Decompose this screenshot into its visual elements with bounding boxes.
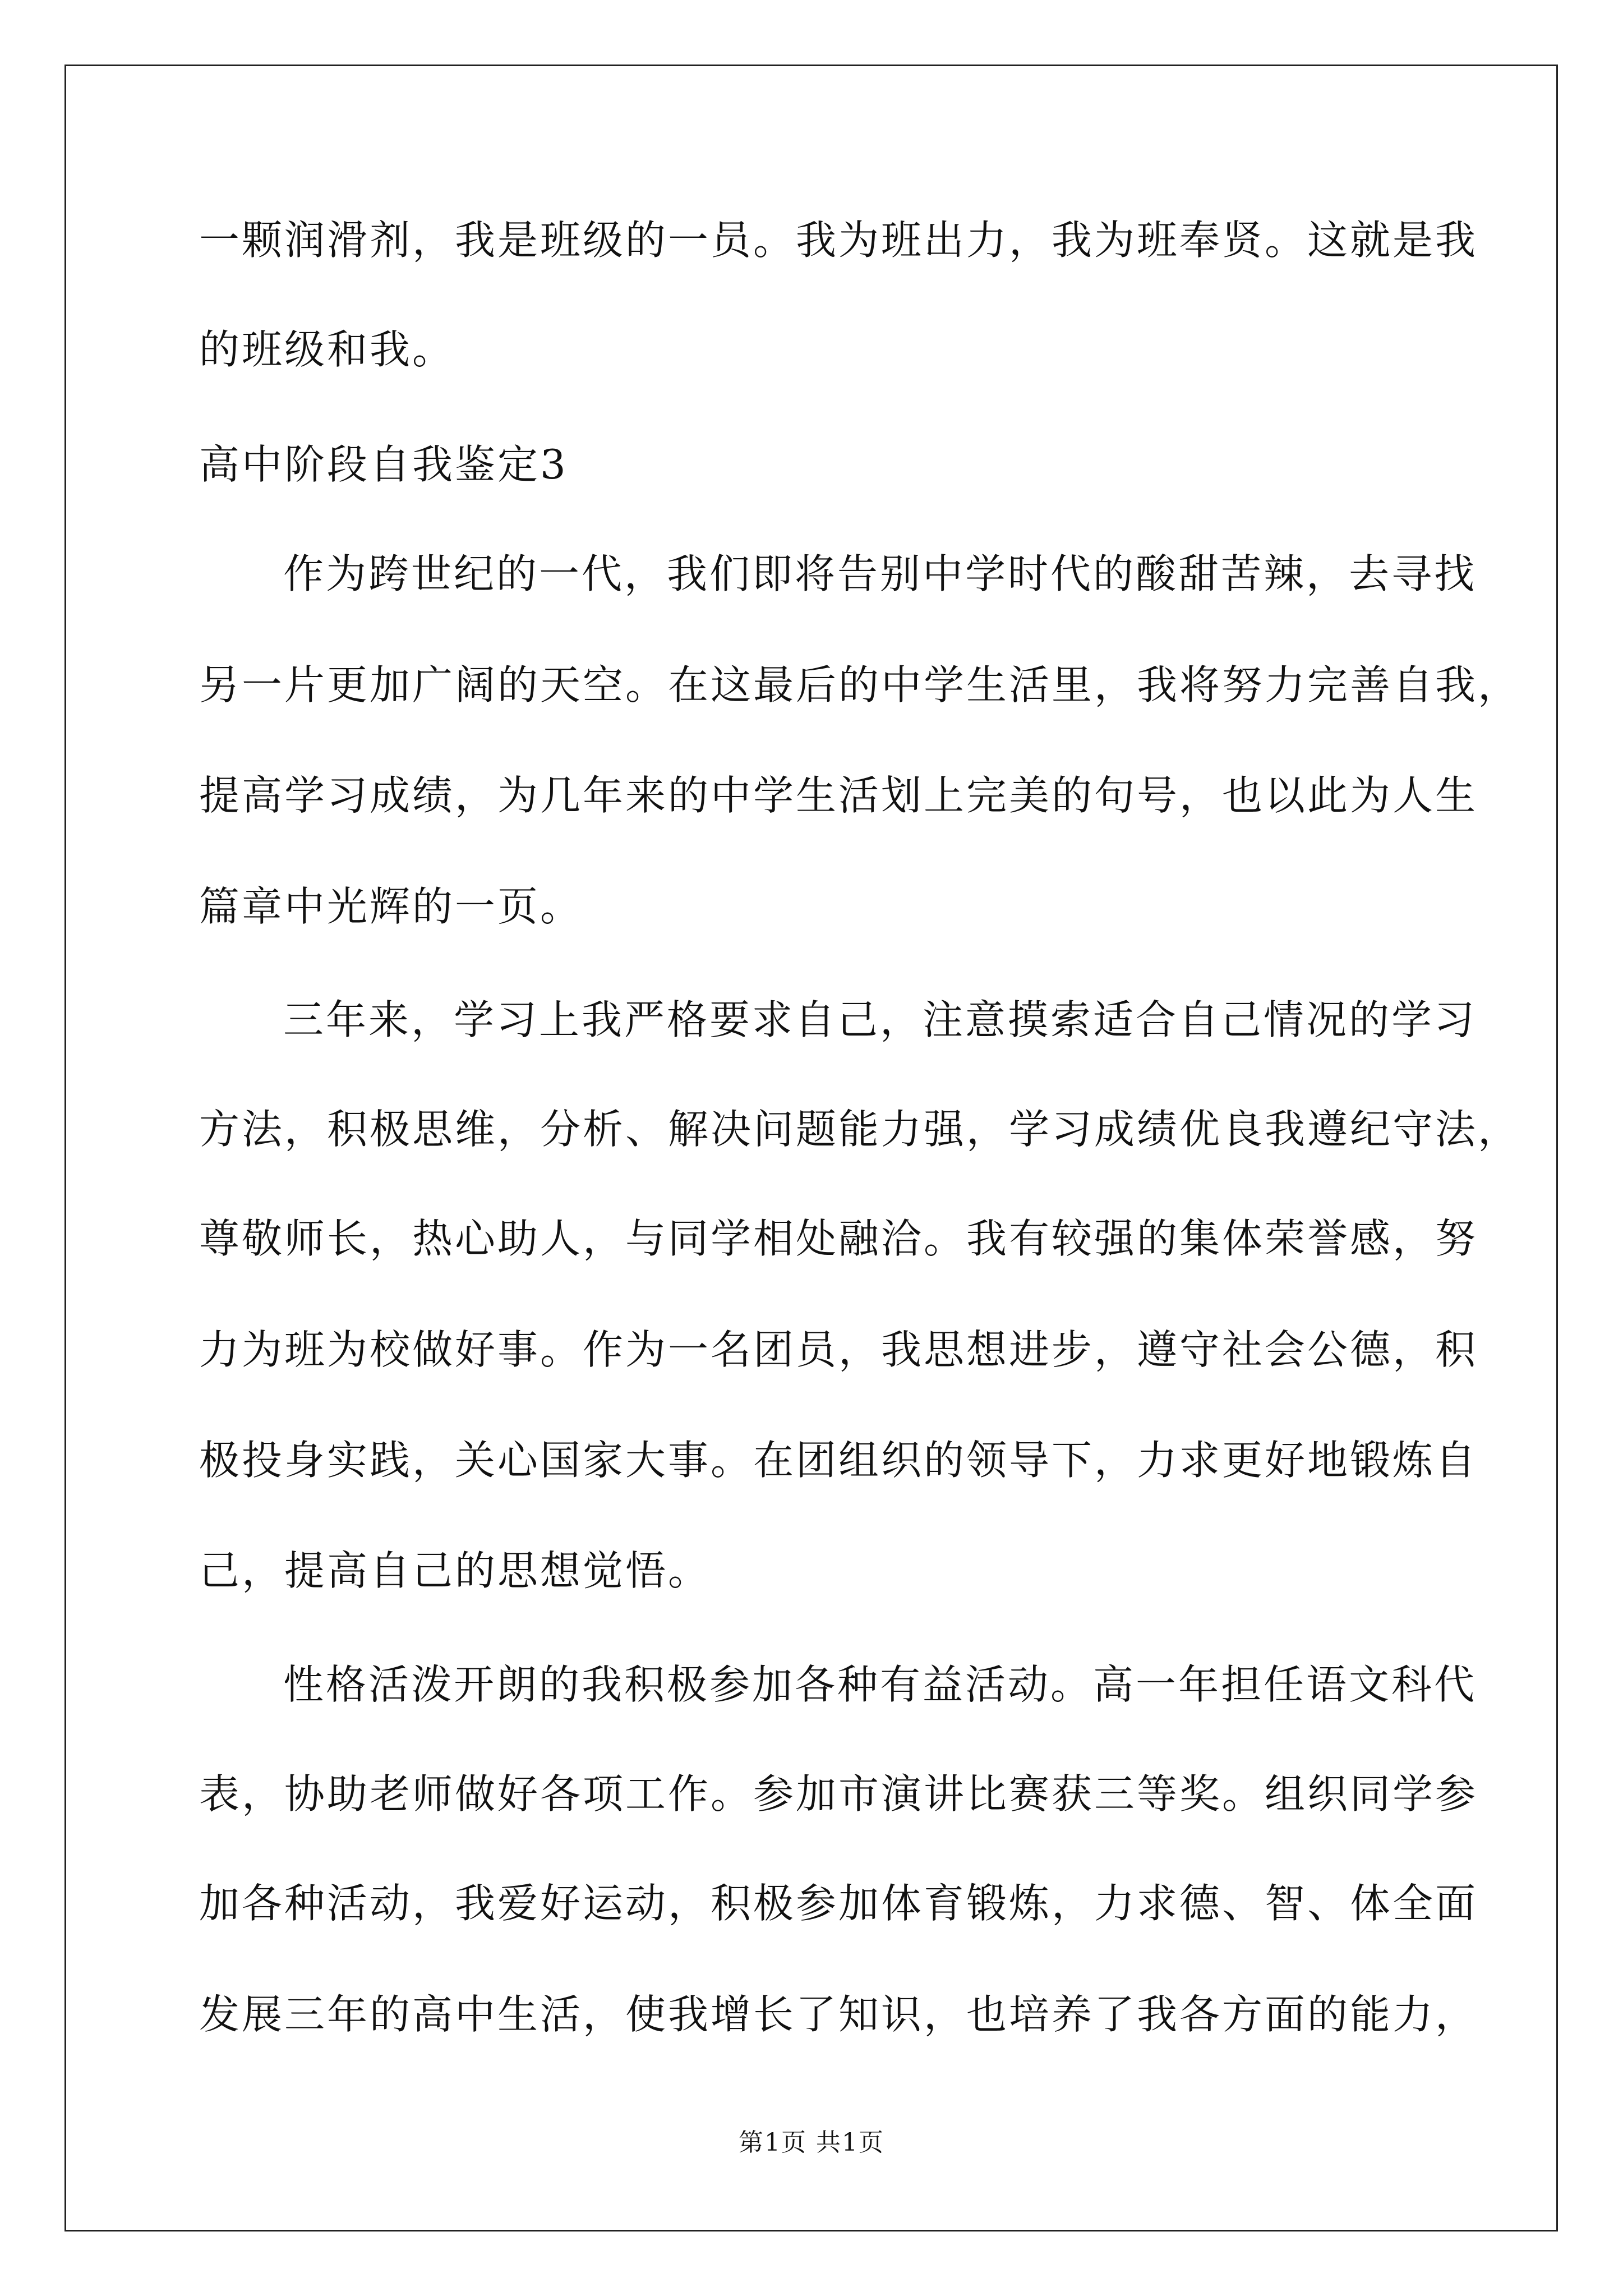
paragraph-first-line: 性格活泼开朗的我积极参加各种有益活动。高一年担任语文科代: [283, 1661, 1477, 1708]
text-line: 方法，积极思维，分析、解决问题能力强，学习成绩优良我遵纪守法，: [199, 1106, 1521, 1153]
paragraph-first-line: 作为跨世纪的一代，我们即将告别中学时代的酸甜苦辣，去寻找: [283, 550, 1477, 597]
text-line: 己，提高自己的思想觉悟。: [199, 1547, 711, 1594]
text-line: 极投身实践，关心国家大事。在团组织的领导下，力求更好地锻炼自: [199, 1437, 1478, 1484]
page-number: 第1页 共1页: [739, 2128, 884, 2157]
text-line: 力为班为校做好事。作为一名团员，我思想进步，遵守社会公德，积: [199, 1326, 1478, 1373]
text-line: 的班级和我。: [199, 326, 455, 373]
text-line: 篇章中光辉的一页。: [199, 883, 583, 930]
text-line: 表，协助老师做好各项工作。参加市演讲比赛获三等奖。组织同学参: [199, 1770, 1478, 1818]
text-line: 一颗润滑剂，我是班级的一员。我为班出力，我为班奉贤。这就是我: [199, 217, 1478, 264]
text-line: 提高学习成绩，为几年来的中学生活划上完美的句号，也以此为人生: [199, 772, 1478, 819]
text-line: 另一片更加广阔的天空。在这最后的中学生活里，我将努力完善自我，: [199, 661, 1521, 708]
text-line: 发展三年的高中生活，使我增长了知识，也培养了我各方面的能力，: [199, 1991, 1478, 2038]
text-line: 尊敬师长，热心助人，与同学相处融洽。我有较强的集体荣誉感，努: [199, 1215, 1478, 1262]
section-heading: 高中阶段自我鉴定3: [199, 441, 568, 488]
paragraph-first-line: 三年来，学习上我严格要求自己，注意摸索适合自己情况的学习: [283, 996, 1477, 1043]
text-line: 加各种活动，我爱好运动，积极参加体育锻炼，力求德、智、体全面: [199, 1880, 1478, 1927]
